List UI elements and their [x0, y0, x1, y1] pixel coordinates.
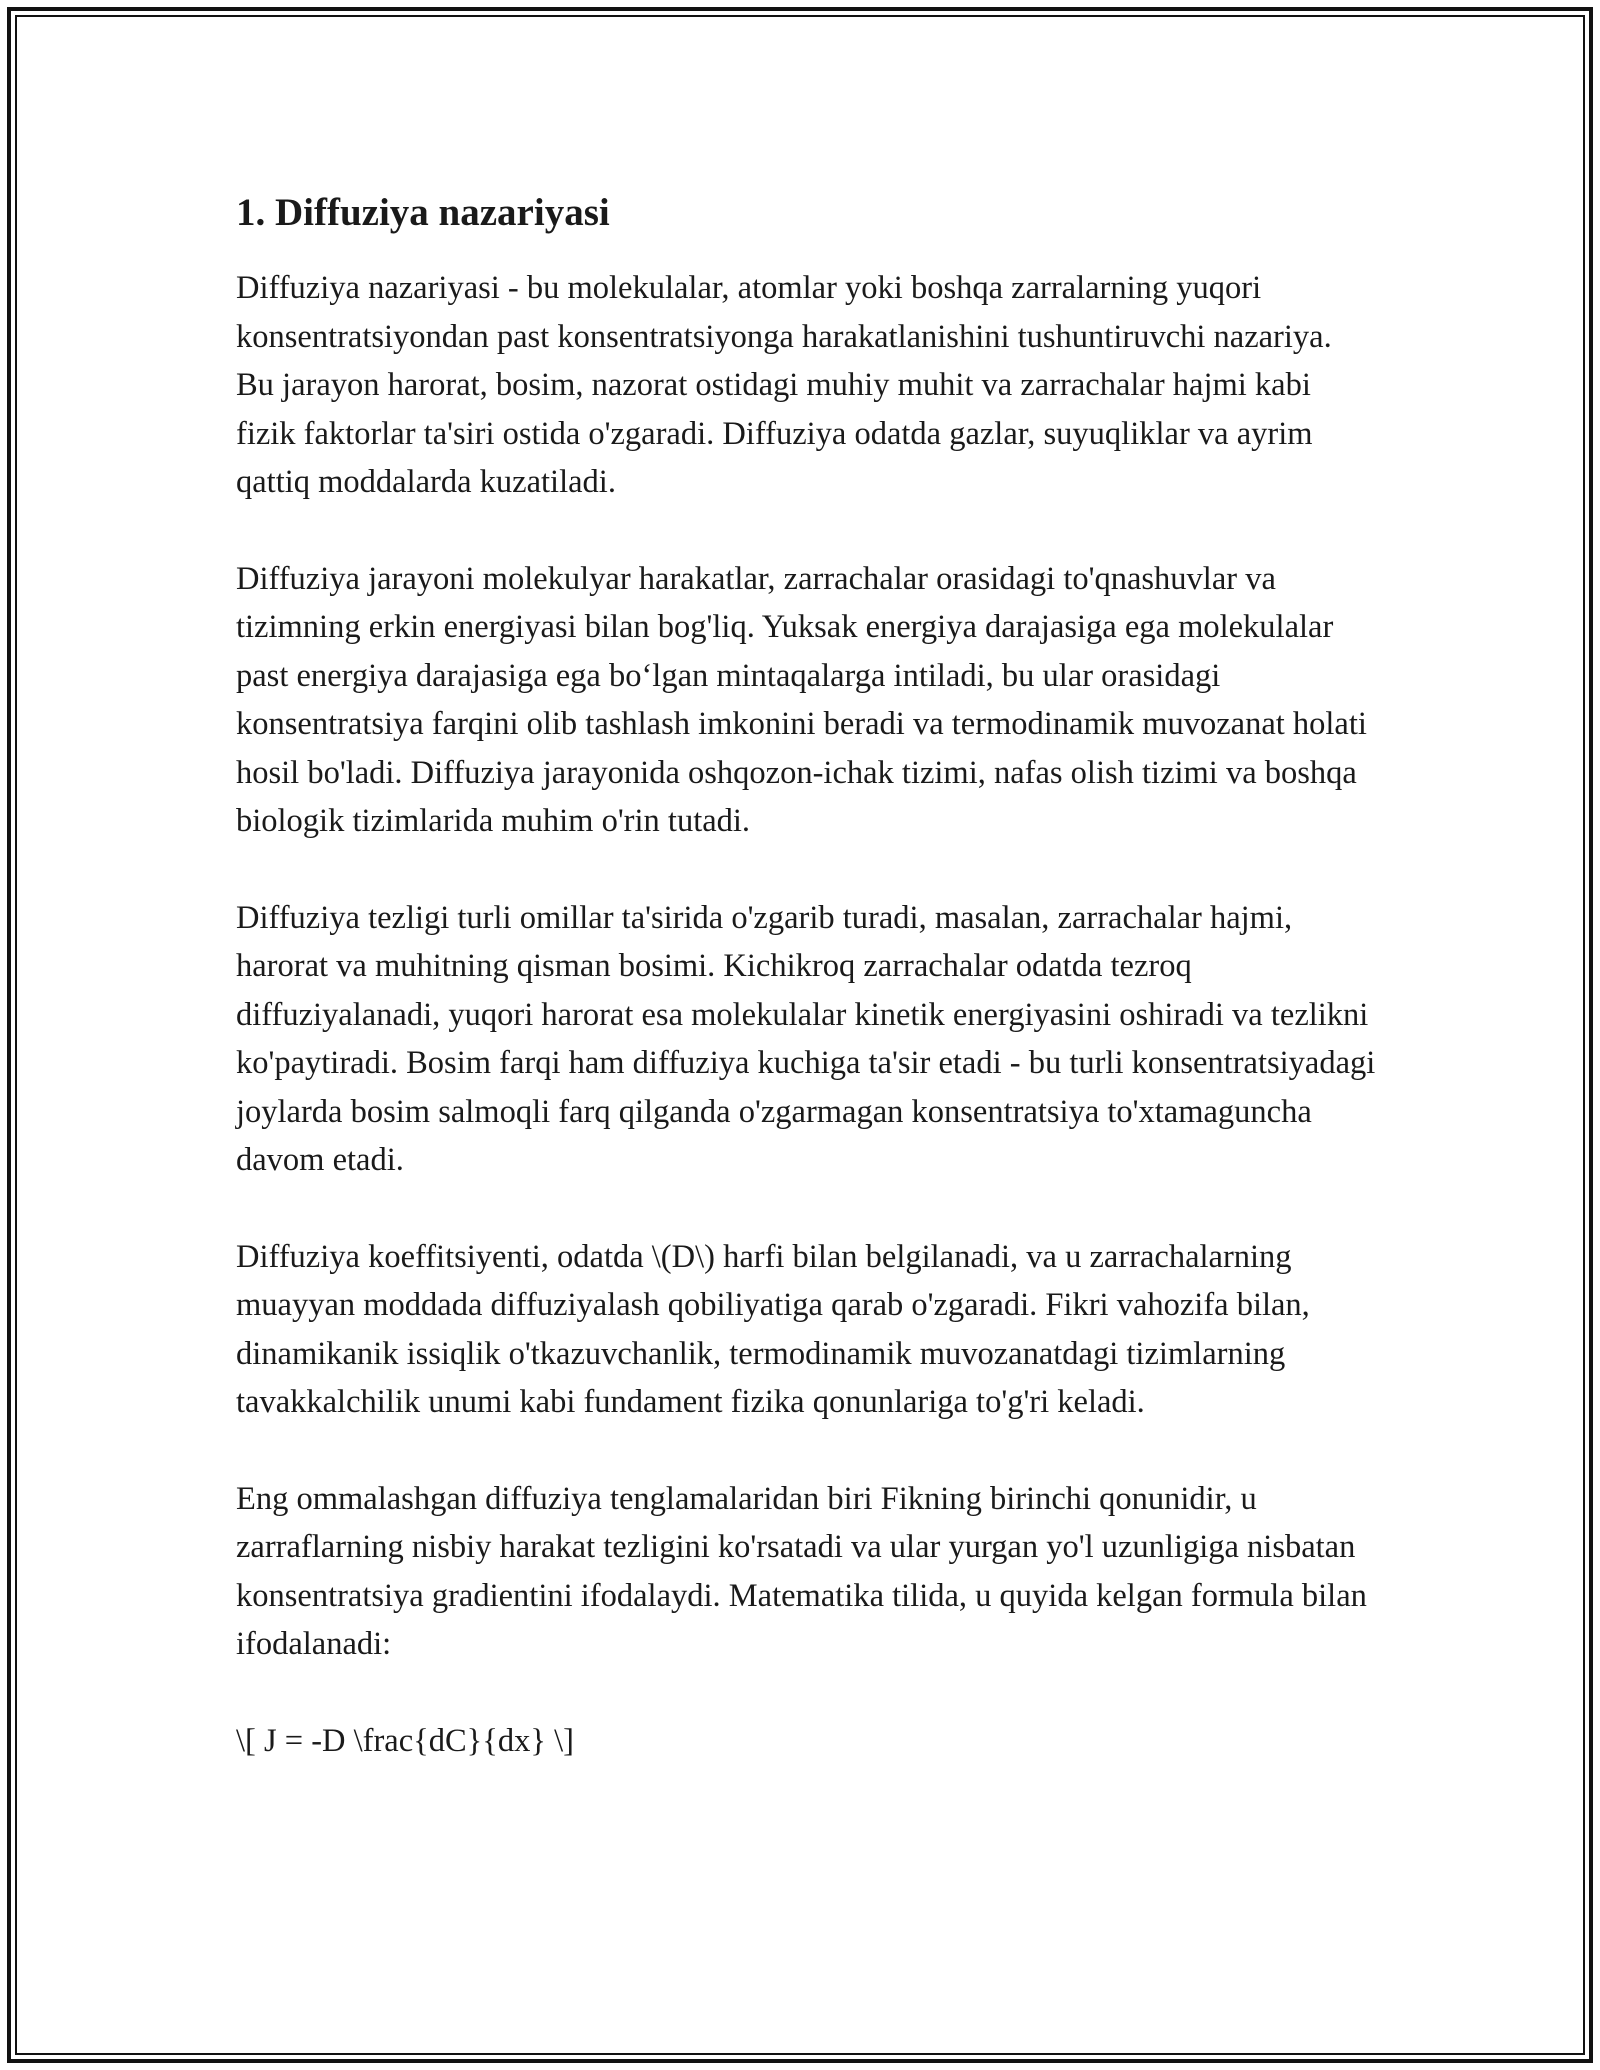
- paragraph-diffusion-rate: Diffuziya tezligi turli omillar ta'sirida o'zgarib turadi, masalan, zarrachalar hajmi, harorat va muhitning qisman bosimi. Kichikroq zarrachalar odatda tezroq diffuziyalanadi, yuqori harorat esa molekulalar kinetik energiyasini oshiradi va tezlikni ko'paytiradi. Bosim farqi ham diffuziya kuchiga ta'sir etadi - bu turli konsentratsiyadagi joylarda bosim salmoqli farq qilganda o'zgarmagan konsentratsiya to'xtamaguncha davom etadi.: [236, 899, 1376, 1178]
- document-body: [236, 186, 1376, 1765]
- paragraph-definition: Diffuziya nazariyasi - bu molekulalar, atomlar yoki boshqa zarralarning yuqori konsentratsiyondan past konsentratsiyonga harakatlanishini tushuntiruvchi nazariya. Bu jarayon harorat, bosim, nazorat ostidagi muhiy muhit va zarrachalar hajmi kabi fizik faktorlar ta'siri ostida o'zgaradi. Diffuziya odatda gazlar, suyuqliklar va ayrim qattiq moddalarda kuzatiladi.: [236, 270, 1332, 500]
- paragraph-molecular-process: Diffuziya jarayoni molekulyar harakatlar, zarrachalar orasidagi to'qnashuvlar va tizimning erkin energiyasi bilan bog'liq. Yuksak energiya darajasiga ega molekulalar past energiya darajasiga ega bo‘lgan mintaqalarga intiladi, bu ular orasidagi konsentratsiya farqini olib tashlash imkonini beradi va termodinamik muvozanat holati hosil bo'ladi. Diffuziya jarayonida oshqozon-ichak tizimi, nafas olish tizimi va boshqa biologik tizimlarida muhim o'rin tutadi.: [236, 560, 1367, 839]
- paragraph-ficks-law: Eng ommalashgan diffuziya tenglamalaridan biri Fikning birinchi qonunidir, u zarraflarning nisbiy harakat tezligini ko'rsatadi va ular yurgan yo'l uzunligiga nisbatan konsentratsiya gradientini ifodalaydi. Matematika tilida, u quyida kelgan formula bilan ifodalanadi:: [236, 1480, 1367, 1662]
- paragraph-diffusion-coefficient: Diffuziya koeffitsiyenti, odatda \(D\) harfi bilan belgilanadi, va u zarrachalarning muayyan moddada diffuziyalash qobiliyatiga qarab o'zgaradi. Fikri vahozifa bilan, dinamikanik issiqlik o'tkazuvchanlik, termodinamik muvozanatdagi tizimlarning tavakkalchilik unumi kabi fundament fizika qonunlariga to'g'ri keladi.: [236, 1238, 1310, 1420]
- formula-ficks-first-law: \[ J = -D \frac{dC}{dx} \]: [236, 1722, 574, 1759]
- section-heading: 1. Diffuziya nazariyasi: [236, 191, 610, 234]
